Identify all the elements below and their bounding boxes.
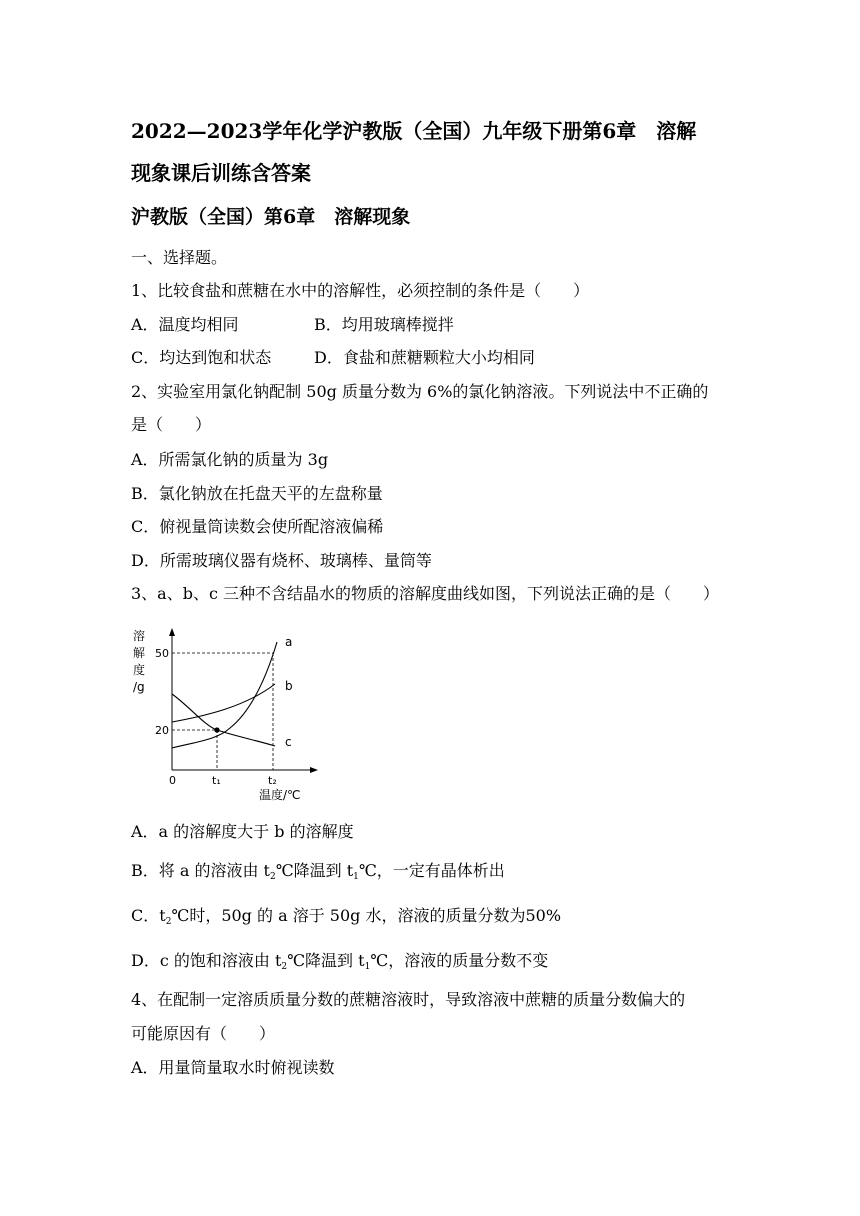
q3-c-text-1: C．t (131, 906, 166, 925)
q2-option-d: D．所需玻璃仪器有烧杯、玻璃棒、量筒等 (131, 551, 432, 570)
q2-option-c: C．俯视量筒读数会使所配溶液偏稀 (131, 517, 384, 536)
y-axis-arrow (169, 628, 175, 636)
x-axis-label: 温度/℃ (259, 788, 301, 802)
q1-option-a: A．温度均相同 (131, 315, 239, 334)
solubility-curve-figure (125, 622, 325, 804)
q3-d-text-3: ℃，溶液的质量分数不变 (370, 951, 549, 970)
q1-option-c: C．均达到饱和状态 (131, 348, 272, 367)
doc-title-line2: 现象课后训练含答案 (131, 161, 311, 185)
q3-option-c (131, 906, 561, 932)
x-tick-t2: t₂ (268, 774, 277, 787)
q3-option-d (131, 951, 548, 977)
q2-option-a: A．所需氯化钠的质量为 3g (131, 450, 329, 469)
y-label-1: 溶 (133, 629, 146, 643)
q4-option-a: A．用量筒量取水时俯视读数 (131, 1058, 335, 1077)
q3-b-text-2: ℃降温到 t (275, 861, 354, 880)
q1-option-d: D．食盐和蔗糖颗粒大小均相同 (314, 348, 535, 367)
chapter-heading: 沪教版（全国）第6章 溶解现象 (131, 206, 411, 228)
q2-stem-line1: 2、实验室用氯化钠配制 50g 质量分数为 6%的氯化钠溶液。下列说法中不正确的 (131, 382, 709, 401)
q2-option-b: B．氯化钠放在托盘天平的左盘称量 (131, 484, 383, 503)
y-label-3: 度 (133, 663, 146, 677)
q3-option-b (131, 861, 505, 887)
q1-options-cd (131, 348, 535, 368)
curve-label-c: c (285, 735, 292, 749)
q3-b-text-3: ℃，一定有晶体析出 (358, 861, 505, 880)
doc-title-line1: 2022—2023学年化学沪教版（全国）九年级下册第6章 溶解 (131, 119, 697, 143)
x-axis-arrow (310, 767, 318, 773)
q1-stem: 1、比较食盐和蔗糖在水中的溶解性，必须控制的条件是（ ） (131, 281, 590, 300)
curve-b (172, 684, 275, 722)
curve-label-b: b (285, 679, 293, 693)
curve-c (172, 694, 275, 746)
q3-c-text-2: ℃时，50g 的 a 溶于 50g 水，溶液的质量分数为50% (171, 906, 562, 925)
intersection-point (214, 727, 219, 732)
q3-b-text-1: B．将 a 的溶液由 t (131, 861, 270, 880)
y-tick-50: 50 (155, 647, 169, 660)
x-tick-t1: t₁ (212, 774, 221, 787)
q3-d-text-1: D．c 的饱和溶液由 t (131, 951, 282, 970)
y-tick-20: 20 (155, 724, 169, 737)
curve-label-a: a (285, 635, 293, 649)
section-heading: 一、选择题。 (131, 248, 228, 267)
q1-options-ab (131, 315, 454, 335)
x-tick-0: 0 (169, 774, 176, 787)
q4-stem-line2: 可能原因有（ ） (131, 1024, 276, 1043)
q3-d-text-2: ℃降温到 t (287, 951, 365, 970)
y-label-2: 解 (133, 646, 146, 660)
q4-stem-line1: 4、在配制一定溶质质量分数的蔗糖溶液时，导致溶液中蔗糖的质量分数偏大的 (131, 990, 686, 1009)
y-label-4: /g (133, 680, 145, 694)
q3-option-a: A．a 的溶解度大于 b 的溶解度 (131, 822, 354, 841)
q3-b-sub-2: 2 (270, 872, 276, 882)
q2-stem-line2: 是（ ） (131, 415, 212, 434)
q3-c-sub-2: 2 (165, 917, 172, 927)
q3-b-sub-1: 1 (353, 872, 359, 882)
q3-d-sub-1: 1 (364, 962, 371, 972)
q3-d-sub-2: 2 (281, 962, 288, 972)
q3-stem: 3、a、b、c 三种不含结晶水的物质的溶解度曲线如图，下列说法正确的是（ ） (131, 584, 720, 603)
q1-option-b: B．均用玻璃棒搅拌 (314, 315, 454, 334)
